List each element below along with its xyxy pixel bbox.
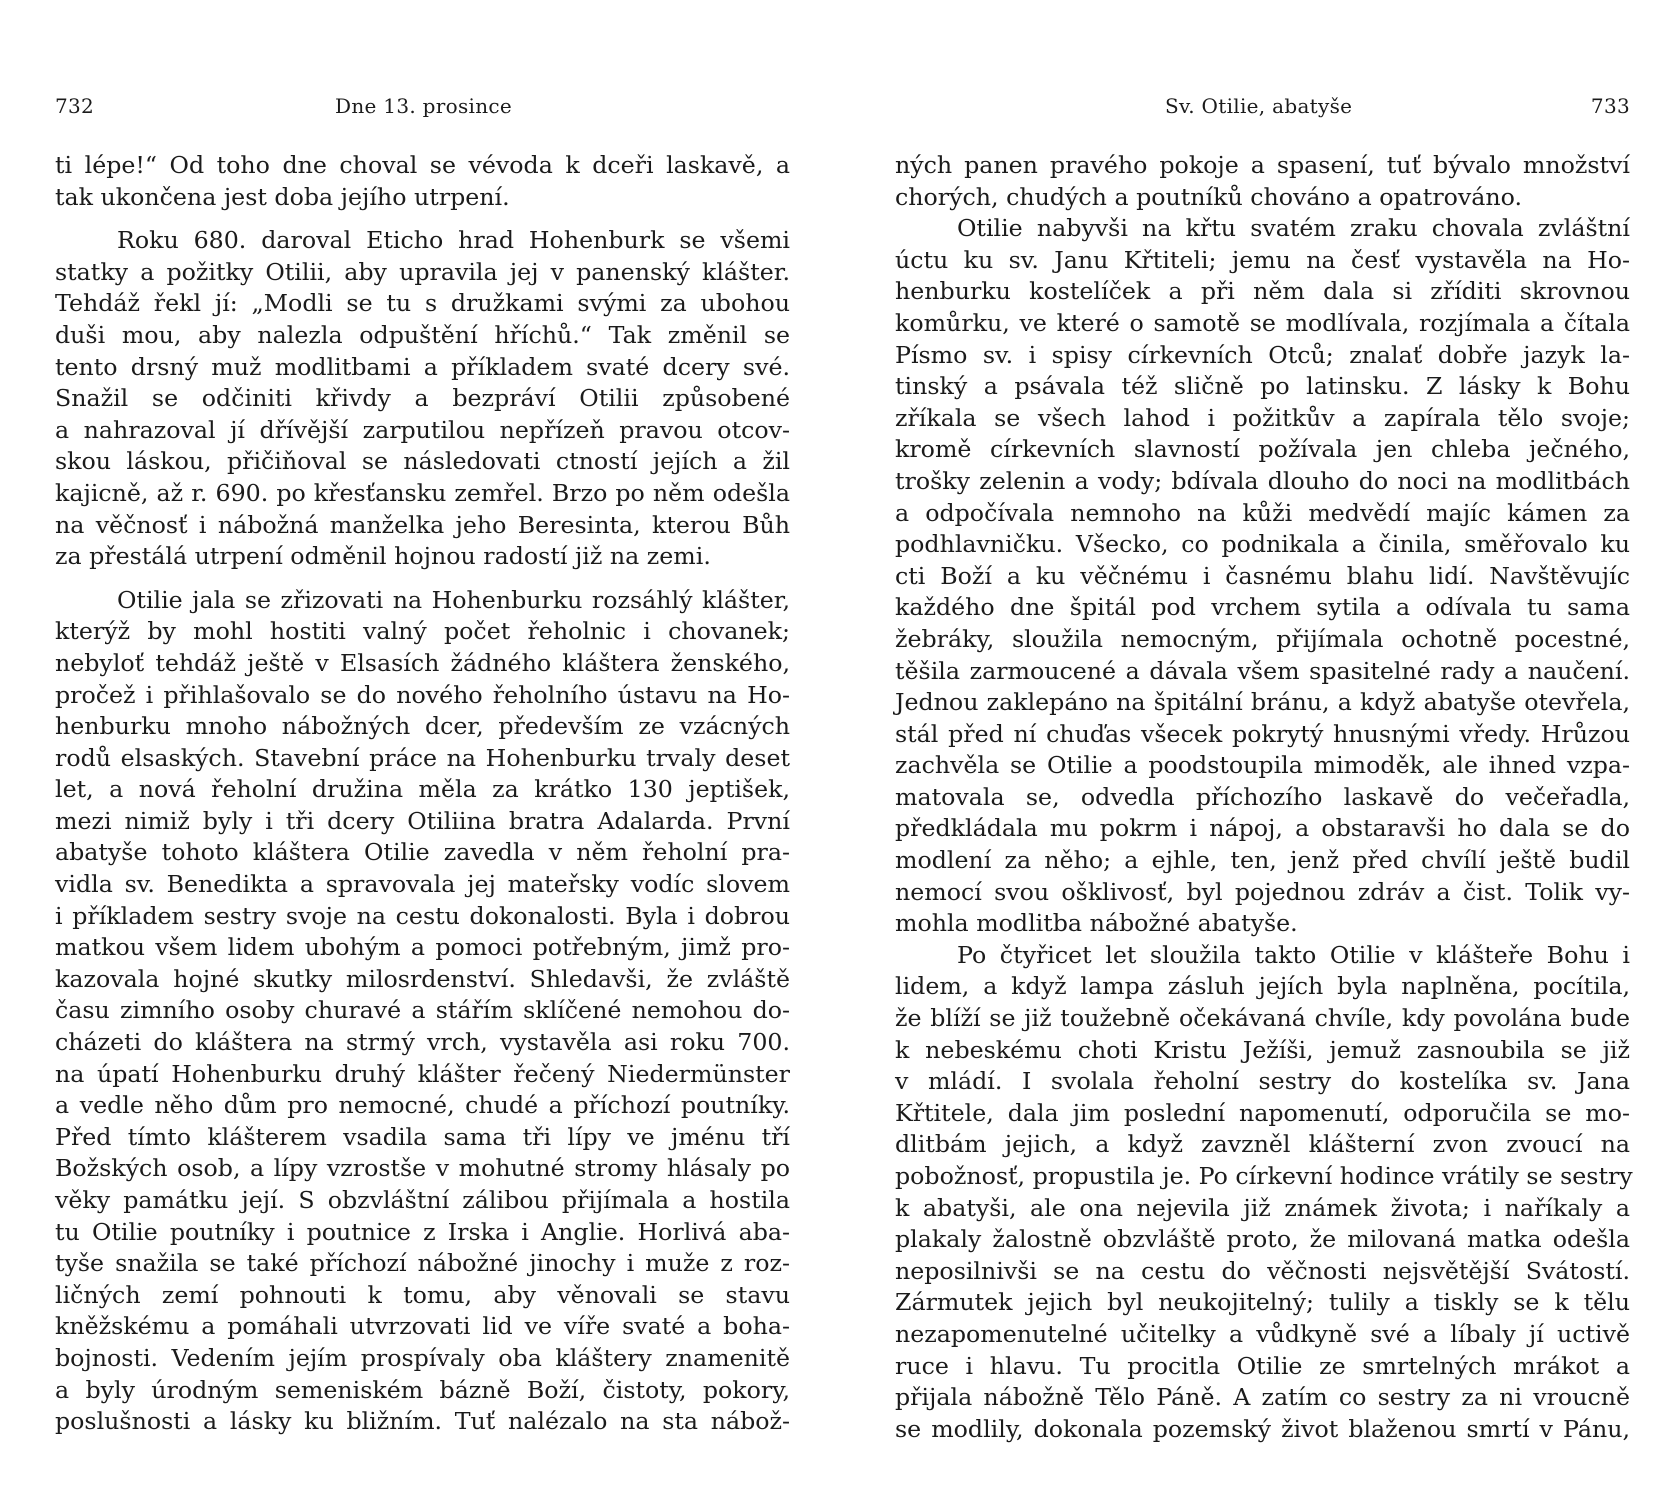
text-line: Křtitele, dala jim poslední napomenutí, odporučila se mo- <box>895 1098 1630 1127</box>
text-line: k abatyši, ale ona nejevila již známek života; i naříkaly a <box>895 1193 1630 1222</box>
text-line: cházeti do kláštera na strmý vrch, vystavěla asi roku 700. <box>55 1028 790 1057</box>
left-paragraph-3 <box>55 585 790 1438</box>
text-line: přijala nábožně Tělo Páně. A zatím co sestry za ni vroucně <box>895 1383 1630 1412</box>
text-line: k nebeskému choti Kristu Ježíši, jemuž zasnoubila se již <box>895 1035 1630 1064</box>
text-line: tento drsný muž modlitbami a příkladem svaté dcery své. <box>55 352 790 381</box>
right-paragraph-2 <box>895 213 1630 940</box>
text-line: podhlavničku. Všecko, co podnikala a činila, směřovalo ku <box>895 530 1630 559</box>
right-page-body <box>895 150 1633 1445</box>
right-page-header <box>895 94 1630 120</box>
text-line: Božských osob, a lípy vzrostše v mohutné stromy hlásaly po <box>55 1154 790 1183</box>
text-line: se modlily, dokonala pozemský život blaženou smrtí v Pánu, <box>895 1414 1630 1443</box>
text-line: Zármutek jejich byl neukojitelný; tulily a tiskly se k tělu <box>895 1288 1630 1317</box>
text-line: a vedle něho dům pro nemocné, chudé a příchozí poutníky. <box>55 1091 790 1120</box>
text-line: henburku kostelíček a při něm dala si zříditi skrovnou <box>895 277 1630 306</box>
text-line: za přestálá utrpení odměnil hojnou radostí již na zemi. <box>55 542 711 571</box>
text-line: úctu ku sv. Janu Křtiteli; jemu na česť vystavěla na Ho- <box>895 245 1630 274</box>
text-line: tu Otilie poutníky i poutnice z Irska i Anglie. Horlivá aba- <box>55 1217 790 1246</box>
text-line: skou láskou, přičiňoval se následovati ctností jejích a žil <box>55 447 790 476</box>
left-page-body <box>55 150 790 1438</box>
text-line: abatyše tohoto kláštera Otilie zavedla v něm řeholní pra- <box>55 838 790 867</box>
text-line: vidla sv. Benedikta a spravovala jej mateřsky vodíc slovem <box>55 870 790 899</box>
text-line: ruce i hlavu. Tu procitla Otilie ze smrtelných mrákot a <box>895 1351 1630 1380</box>
text-line: Otilie jala se zřizovati na Hohenburku rozsáhlý klášter, <box>117 585 790 614</box>
text-line: henburku mnoho nábožných dcer, především ze vzácných <box>55 712 790 741</box>
text-line: trošky zelenin a vody; bdívala dlouho do noci na modlitbách <box>895 466 1630 495</box>
text-line: Otilie nabyvši na křtu svatém zraku chovala zvláštní <box>957 214 1630 243</box>
text-line: pobožnosť, propustila je. Po církevní hodince vrátily se sestry <box>895 1162 1633 1190</box>
text-line: na věčnosť i nábožná manželka jeho Beresinta, kterou Bůh <box>55 510 790 539</box>
text-line: tinský a psávala též sličně po latinsku. Z lásky k Bohu <box>895 372 1630 401</box>
text-line: v mládí. I svolala řeholní sestry do kostelíka sv. Jana <box>895 1067 1630 1096</box>
text-line: Po čtyřicet let sloužila takto Otilie v klášteře Bohu i <box>957 940 1630 969</box>
text-line: lidem, a když lampa zásluh jejích byla naplněna, pocítila, <box>895 972 1630 1001</box>
text-line: ti lépe!“ Od toho dne choval se vévoda k dceři laskavě, a <box>55 151 790 179</box>
text-line: ných panen pravého pokoje a spasení, tuť bývalo množství <box>895 151 1630 179</box>
text-line: let, a nová řeholní družina měla za krátko 130 jeptišek, <box>55 775 790 804</box>
text-line: každého dne špitál pod vrchem sytila a odívala tu sama <box>895 593 1630 622</box>
text-line: mezi nimiž byly i tři dcery Otiliina bratra Adalarda. První <box>55 806 790 835</box>
left-page <box>55 0 790 1500</box>
text-line: věky památku její. S obzvláštní zálibou přijímala a hostila <box>55 1186 790 1214</box>
text-line: i příkladem sestry svoje na cestu dokonalosti. Byla i dobrou <box>55 901 790 930</box>
left-paragraph-1 <box>55 150 790 213</box>
text-line: předkládala mu pokrm i nápoj, a obstaravši ho dala se do <box>895 814 1630 843</box>
text-line: komůrku, ve které o samotě se modlívala, rozjímala a čítala <box>895 308 1630 337</box>
text-line: neposilnivši se na cestu do věčnosti nejsvětější Svátostí. <box>895 1256 1630 1285</box>
text-line: ličných zemí pohnouti k tomu, aby věnovali se stavu <box>55 1280 790 1309</box>
text-line: kterýž by mohl hostiti valný počet řeholnic i chovanek; <box>55 617 790 646</box>
right-paragraph-1 <box>895 150 1630 213</box>
text-line: matkou všem lidem ubohým a pomoci potřebným, jimž pro- <box>55 933 790 962</box>
left-page-header <box>55 94 790 120</box>
text-line: Jednou zaklepáno na špitální bránu, a když abatyše otevřela, <box>895 688 1630 717</box>
text-line: nebyloť tehdáž ještě v Elsasích žádného kláštera ženského, <box>55 648 790 677</box>
text-line: stál před ní chuďas všecek pokrytý hnusnými vředy. Hrůzou <box>895 719 1630 748</box>
text-line: kazovala hojné skutky milosrdenství. Shledavši, že zvláště <box>55 964 790 993</box>
text-line: Roku 680. daroval Eticho hrad Hohenburk se všemi <box>117 226 790 255</box>
right-paragraph-3 <box>895 940 1633 1446</box>
text-line: a nahrazoval jí dřívější zarputilou nepřízeň pravou otcov- <box>55 415 790 444</box>
text-line: bojnosti. Vedením jejím prospívaly oba kláštery znamenitě <box>55 1343 790 1372</box>
text-line: zříkala se všech lahod i požitkův a zapírala tělo svoje; <box>895 403 1630 432</box>
text-line: Písmo sv. i spisy církevních Otců; znalať dobře jazyk la- <box>895 340 1630 369</box>
text-line: času zimního osoby churavé a stářím sklíčené nemohou do- <box>55 996 790 1025</box>
text-line: rodů elsaských. Stavební práce na Hohenburku trvaly deset <box>55 743 790 772</box>
text-line: žebráky, sloužila nemocným, přijímala ochotně pocestné, <box>895 624 1630 653</box>
text-line: plakaly žalostně obzvláště proto, že milovaná matka odešla <box>895 1225 1630 1254</box>
text-line: duši mou, aby nalezla odpuštění hříchů.“ Tak změnil se <box>55 320 790 349</box>
text-line: dlitbám jejich, a když zavzněl klášterní zvon zvoucí na <box>895 1130 1630 1159</box>
text-line: nemocí svou ošklivosť, byl pojednou zdráv a čist. Tolik vy- <box>895 877 1630 906</box>
text-line: těšila zarmoucené a dávala všem spasitelné rady a naučení. <box>895 656 1630 685</box>
left-page-number: 732 <box>55 94 95 118</box>
text-line: kajicně, až r. 690. po křesťansku zemřel. Brzo po něm odešla <box>55 478 790 507</box>
right-page-number: 733 <box>1590 94 1630 118</box>
text-line: poslušnosti a lásky ku bližním. Tuť nalézalo na sta nábož- <box>55 1407 790 1436</box>
text-line: a byly úrodným semeniském bázně Boží, čistoty, pokory, <box>55 1375 790 1404</box>
text-line: Tehdáž řekl jí: „Modli se tu s družkami svými za ubohou <box>55 289 790 318</box>
text-line: na úpatí Hohenburku druhý klášter řečený Niedermünster <box>55 1059 790 1088</box>
text-line: tak ukončena jest doba jejího utrpení. <box>55 182 510 211</box>
right-page <box>895 0 1633 1500</box>
text-line: tyše snažila se také příchozí nábožné jinochy i muže z roz- <box>55 1249 790 1278</box>
text-line: kromě církevních slavností požívala jen chleba ječného, <box>895 435 1630 464</box>
text-line: Snažil se odčiniti křivdy a bezpráví Otilii způsobené <box>55 384 790 413</box>
text-line: zachvěla se Otilie a poodstoupila mimoděk, ale ihned vzpa- <box>895 751 1630 780</box>
text-line: že blíží se již toužebně očekávaná chvíle, kdy povolána bude <box>895 1004 1630 1033</box>
text-line: Před tímto klášterem vsadila sama tři lípy ve jménu tří <box>55 1122 790 1151</box>
text-line: modlení za něho; a ejhle, ten, jenž před chvílí ještě budil <box>895 846 1630 875</box>
text-line: statky a požitky Otilii, aby upravila jej v panenský klášter. <box>55 257 790 286</box>
left-running-head: Dne 13. prosince <box>335 94 513 118</box>
text-line: pročež i přihlašovalo se do nového řeholního ústavu na Ho- <box>55 680 790 709</box>
right-running-head: Sv. Otilie, abatyše <box>1165 94 1353 118</box>
text-line: a odpočívala nemnoho na kůži medvědí majíc kámen za <box>895 498 1630 527</box>
text-line: cti Boží a ku věčnému i časnému blahu lidí. Navštěvujíc <box>895 561 1630 590</box>
text-line: nezapomenutelné učitelky a vůdkyně své a líbaly jí uctivě <box>895 1319 1630 1348</box>
left-paragraph-2 <box>55 225 790 573</box>
text-line: mohla modlitba nábožné abatyše. <box>895 909 1298 938</box>
text-line: matovala se, odvedla příchozího laskavě do večeřadla, <box>895 782 1630 811</box>
text-line: chorých, chudých a poutníků chováno a opatrováno. <box>895 182 1523 211</box>
text-line: kněžskému a pomáhali utvrzovati lid ve víře svaté a boha- <box>55 1312 790 1341</box>
